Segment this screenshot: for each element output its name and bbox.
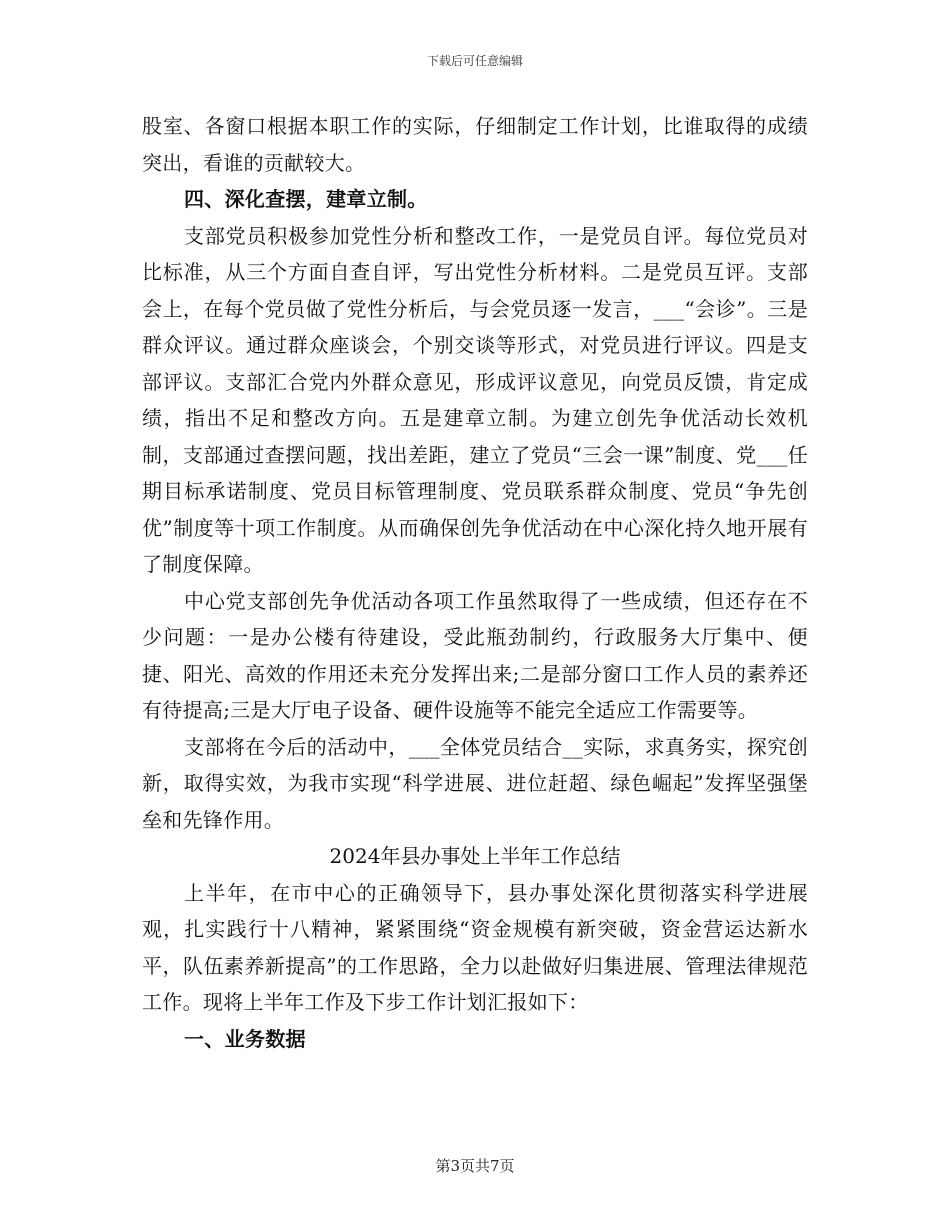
paragraph-problems: 中心党支部创先争优活动各项工作虽然取得了一些成绩，但还存在不少问题：一是办公楼有待建设，受此瓶劲制约，行政服务大厅集中、便捷、阳光、高效的作用还未充分发挥出来;二是部分窗口工作人员的素养还有待提高;三是大厅电子设备、硬件设施等不能完全适应工作需要等。 bbox=[142, 588, 808, 722]
page-number: 第3页共7页 bbox=[435, 1157, 515, 1175]
section-heading-4: 四、深化查摆，建章立制。 bbox=[184, 187, 428, 211]
paragraph-intro: 上半年，在市中心的正确领导下，县办事处深化贯彻落实科学进展观，扎实践行十八精神，紧紧围绕“资金规模有新突破，资金营运达新水平，队伍素养新提高”的工作思路，全力以赴做好归集进展、管理法律规范工作。现将上半年工作及下步工作计划汇报如下： bbox=[142, 880, 808, 1014]
document-title: 2024年县办事处上半年工作总结 bbox=[329, 844, 621, 868]
section-heading-1: 一、业务数据 bbox=[184, 1026, 306, 1051]
page-header-note: 下载后可任意编辑 bbox=[426, 54, 523, 68]
document-body bbox=[142, 108, 808, 1057]
paragraph-self-review: 支部党员积极参加党性分析和整改工作，一是党员自评。每位党员对比标准，从三个方面自查自评，写出党性分析材料。二是党员互评。支部会上，在每个党员做了党性分析后，与会党员逐一发言，___“会诊”。三是群众评议。通过群众座谈会，个别交谈等形式，对党员进行评议。四是支部评议。支部汇合党内外群众意见，形成评议意见，向党员反馈，肯定成绩，指出不足和整改方向。五是建章立制。为建立创先争优活动长效机制，支部通过查摆问题，找出差距，建立了党员“三会一课”制度、党___任期目标承诺制度、党员目标管理制度、党员联系群众制度、党员“争先创优”制度等十项工作制度。从而确保创先争优活动在中心深化持久地开展有了制度保障。 bbox=[142, 223, 808, 576]
paragraph-future-plan: 支部将在今后的活动中，___全体党员结合__实际，求真务实，探究创新，取得实效，为我市实现“科学进展、进位赶超、绿色崛起”发挥坚强堡垒和先锋作用。 bbox=[142, 734, 808, 832]
paragraph-continued: 股室、各窗口根据本职工作的实际，仔细制定工作计划，比谁取得的成绩突出，看谁的贡献较大。 bbox=[142, 114, 808, 175]
